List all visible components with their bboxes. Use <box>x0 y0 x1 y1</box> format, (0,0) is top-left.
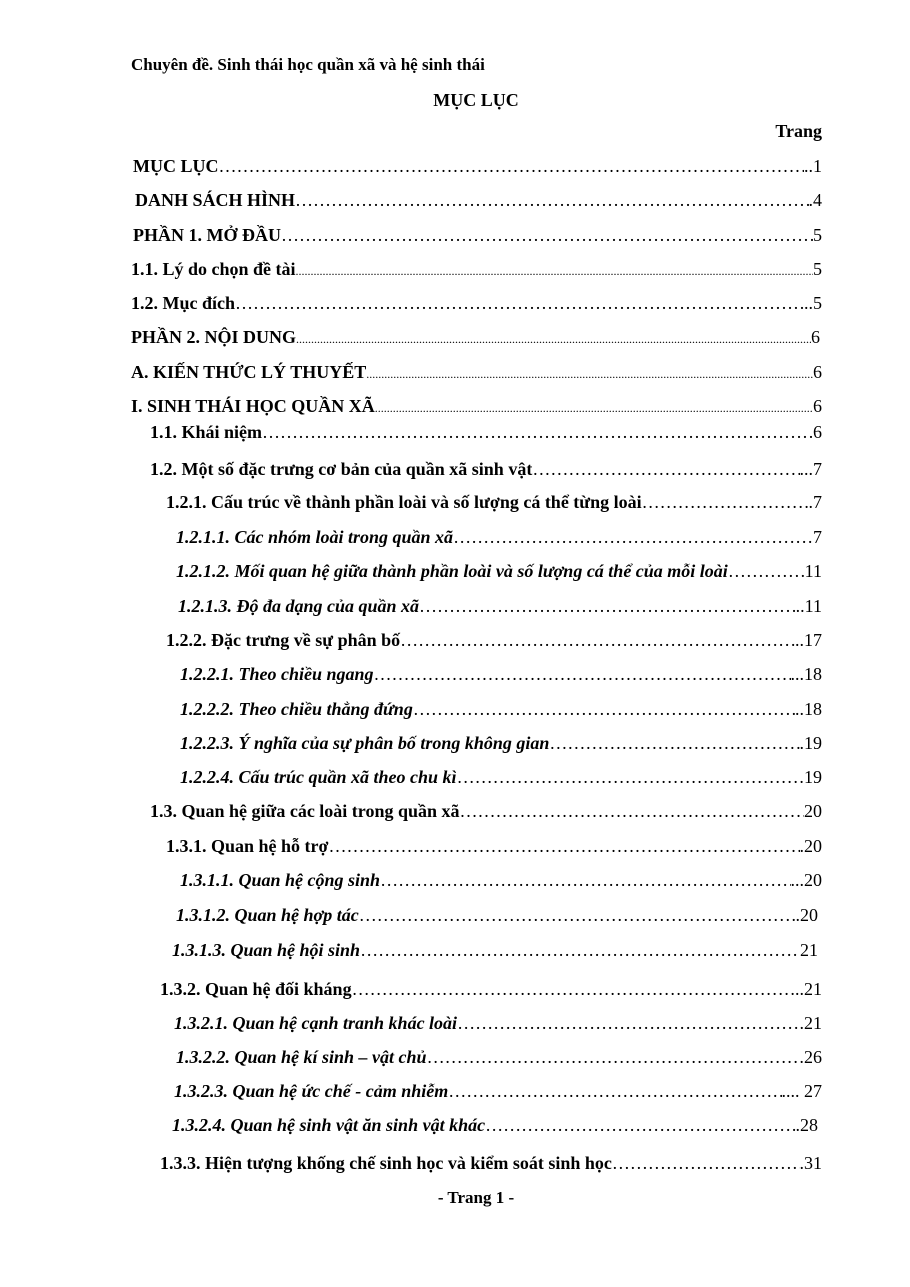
toc-entry[interactable] <box>150 422 822 446</box>
toc-entry[interactable] <box>166 492 822 516</box>
toc-entry-page: ...20 <box>790 870 822 890</box>
toc-entry-label: 1.2.1.1. Các nhóm loài trong quần xã <box>176 527 454 547</box>
toc-entry-label: 1.2.2. Đặc trưng về sự phân bố <box>166 630 401 650</box>
leader-dots <box>642 492 809 513</box>
leader-dots <box>413 699 795 720</box>
toc-entry[interactable] <box>180 870 822 894</box>
toc-entry[interactable] <box>176 1047 822 1071</box>
toc-entry-label: 1.1. Khái niệm <box>150 422 263 442</box>
toc-entry-label: 1.2.2.1. Theo chiều ngang <box>180 664 374 684</box>
toc-entry-label: 1.2.1.3. Độ đa dạng của quần xã <box>178 596 420 616</box>
leader-dots <box>400 630 795 651</box>
toc-entry-page: .20 <box>799 836 822 856</box>
leader-dots <box>728 561 805 582</box>
toc-entry-label: PHẦN 2. NỘI DUNG <box>131 327 296 347</box>
toc-entry-label: A. KIẾN THỨC LÝ THUYẾT <box>131 362 367 382</box>
toc-entry-label: DANH SÁCH HÌNH <box>135 190 296 210</box>
toc-entry[interactable] <box>166 836 822 860</box>
toc-entry-label: 1.1. Lý do chọn đề tài <box>131 259 296 279</box>
toc-entry[interactable] <box>131 293 822 317</box>
toc-entry-page: .31 <box>799 1153 822 1173</box>
toc-entry[interactable] <box>176 527 822 551</box>
page-column-label: Trang <box>775 121 822 141</box>
toc-entry-page: 19 <box>804 767 822 787</box>
toc-entry[interactable] <box>160 1153 822 1177</box>
toc-entry-label: 1.3.1.1. Quan hệ cộng sinh <box>180 870 381 890</box>
toc-title: MỤC LỤC <box>433 90 519 110</box>
toc-entry-label: 1.3.1.2. Quan hệ hợp tác <box>176 905 359 925</box>
toc-entry-label: 1.2.2.4. Cấu trúc quần xã theo chu kì <box>180 767 457 787</box>
toc-entry[interactable] <box>150 459 822 483</box>
toc-entry[interactable] <box>180 767 822 791</box>
toc-entry-page: 21 <box>800 940 818 960</box>
toc-entry-page: .19 <box>799 733 822 753</box>
toc-entry-page: ..18 <box>795 699 822 719</box>
leader-dots <box>295 190 808 211</box>
toc-entry-page: ..5 <box>804 293 822 313</box>
toc-entry-page: ..11 <box>795 596 822 616</box>
toc-entry-label: 1.2. Mục đích <box>131 293 236 313</box>
toc-entry-label: 1.2. Một số đặc trưng cơ bản của quần xã sinh vật <box>150 459 533 479</box>
toc-entry[interactable] <box>150 801 822 825</box>
leader-dots <box>328 836 799 857</box>
leader-dots <box>374 664 791 685</box>
toc-entry-page: .4 <box>808 190 822 210</box>
toc-entry[interactable] <box>133 156 822 180</box>
leader-dots <box>532 459 799 480</box>
toc-entry[interactable] <box>166 630 822 654</box>
toc-entry-page: 20 <box>804 801 822 821</box>
toc-entry[interactable] <box>160 979 822 1003</box>
leader-dots <box>281 225 813 246</box>
leader-dots <box>612 1153 800 1174</box>
leader-dots <box>219 156 805 177</box>
toc-entry[interactable] <box>131 327 820 351</box>
leader-dots <box>427 1047 804 1068</box>
leader-dots <box>549 733 799 754</box>
toc-entry-label: 1.3.2. Quan hệ đối kháng <box>160 979 352 999</box>
leader-dots <box>352 979 795 1000</box>
toc-entry-page: 6 <box>813 422 822 442</box>
toc-entry-page: ...7 <box>799 459 822 479</box>
toc-entry-page: ..1 <box>804 156 822 176</box>
toc-entry[interactable] <box>176 905 818 929</box>
leader-dots <box>460 801 804 822</box>
toc-entry[interactable] <box>180 664 822 688</box>
toc-entry-page: .21 <box>799 1013 822 1033</box>
toc-entry[interactable] <box>174 1013 822 1037</box>
toc-entry-page: 5 <box>813 225 822 245</box>
toc-entry[interactable] <box>176 561 822 585</box>
toc-entry-label: 1.3.2.2. Quan hệ kí sinh – vật chủ <box>176 1047 427 1067</box>
toc-entry[interactable] <box>172 940 818 964</box>
toc-entry-page: 7 <box>813 527 822 547</box>
toc-entry-page: 11 <box>804 561 822 581</box>
toc-entry-label: 1.3.2.4. Quan hệ sinh vật ăn sinh vật khác <box>172 1115 486 1135</box>
toc-entry-page: .20 <box>795 905 818 925</box>
toc-entry-label: PHẦN 1. MỞ ĐẦU <box>133 225 281 245</box>
toc-entry[interactable] <box>172 1115 818 1139</box>
leader-dots <box>296 327 811 348</box>
toc-entry-label: 1.2.1.2. Mối quan hệ giữa thành phần loài và số lượng cá thể của mỗi loài <box>176 561 728 581</box>
toc-entry-page: ..21 <box>795 979 822 999</box>
leader-dots <box>485 1115 795 1136</box>
toc-entry-label: I. SINH THÁI HỌC QUẦN XÃ <box>131 396 375 416</box>
toc-entry-label: 1.3.1.3. Quan hệ hội sinh <box>172 940 361 960</box>
toc-entry-label: 1.2.2.3. Ý nghĩa của sự phân bố trong không gian <box>180 733 550 753</box>
toc-entry[interactable] <box>131 396 822 420</box>
toc-entry-label: 1.2.1. Cấu trúc về thành phần loài và số lượng cá thể từng loài <box>166 492 642 512</box>
toc-entry-label: 1.3.1. Quan hệ hỗ trợ <box>166 836 329 856</box>
leader-dots <box>380 870 790 891</box>
toc-entry[interactable] <box>180 733 822 757</box>
toc-entry-page: 5 <box>813 259 822 279</box>
toc-entry-page: 6 <box>811 327 820 347</box>
running-header: Chuyên đề. Sinh thái học quần xã và hệ sinh thái <box>131 55 485 74</box>
toc-entry-page: .28 <box>795 1115 818 1135</box>
toc-entry-page: .7 <box>808 492 822 512</box>
leader-dots <box>457 767 804 788</box>
page-footer: - Trang 1 - <box>437 1188 515 1207</box>
toc-entry-label: MỤC LỤC <box>133 156 219 176</box>
toc-entry[interactable] <box>174 1081 822 1105</box>
toc-entry-page: ...18 <box>790 664 822 684</box>
toc-entry-page: 26 <box>804 1047 822 1067</box>
toc-entry[interactable] <box>135 190 822 214</box>
toc-entry-page: .... 27 <box>781 1081 822 1101</box>
toc-entry[interactable] <box>133 225 822 249</box>
toc-entry-label: 1.3.2.1. Quan hệ cạnh tranh khác loài <box>174 1013 458 1033</box>
leader-dots <box>375 396 813 417</box>
toc-entry[interactable] <box>180 699 822 723</box>
leader-dots <box>453 527 813 548</box>
leader-dots <box>360 940 800 961</box>
leader-dots <box>296 259 813 280</box>
toc-entry-page: 6 <box>813 396 822 416</box>
leader-dots <box>457 1013 799 1034</box>
leader-dots <box>366 362 813 383</box>
toc-entry-label: 1.3. Quan hệ giữa các loài trong quần xã <box>150 801 460 821</box>
toc-entry-page: ..17 <box>795 630 822 650</box>
toc-entry-label: 1.2.2.2. Theo chiều thẳng đứng <box>180 699 413 719</box>
toc-entry-page: 6 <box>813 362 822 382</box>
toc-entry-label: 1.3.3. Hiện tượng khống chế sinh học và kiểm soát sinh học <box>160 1153 612 1173</box>
leader-dots <box>448 1081 781 1102</box>
leader-dots <box>262 422 813 443</box>
leader-dots <box>235 293 804 314</box>
toc-entry[interactable] <box>131 362 822 386</box>
toc-entry-label: 1.3.2.3. Quan hệ ức chế - cảm nhiễm <box>174 1081 449 1101</box>
leader-dots <box>359 905 796 926</box>
toc-entry[interactable] <box>131 259 822 283</box>
toc-entry[interactable] <box>178 596 822 620</box>
leader-dots <box>419 596 796 617</box>
